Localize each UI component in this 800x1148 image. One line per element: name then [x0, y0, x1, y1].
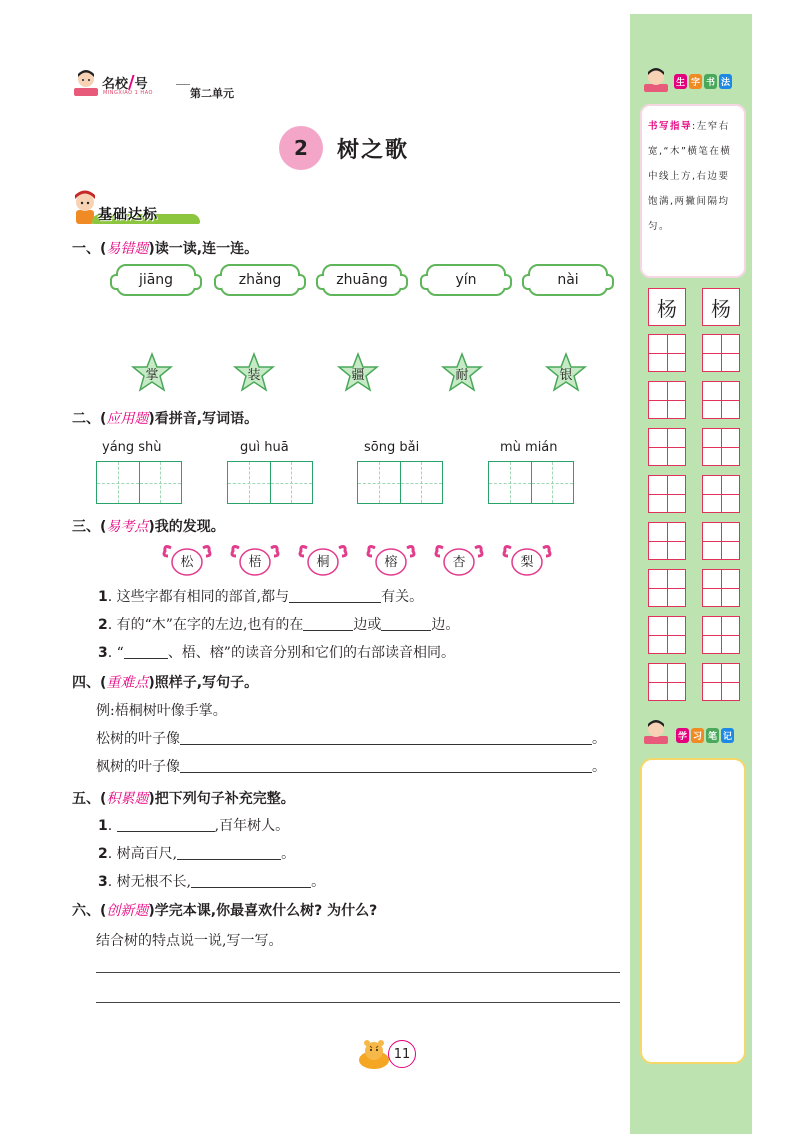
- practice-grid[interactable]: [702, 381, 740, 419]
- question-3-heading: 三、(易考点)我的发现。: [72, 519, 225, 535]
- word-pinyin: mù mián: [500, 440, 558, 455]
- writing-line[interactable]: [96, 972, 620, 973]
- question-4-heading: 四、(重难点)照样子,写句子。: [72, 675, 259, 691]
- tian-grid-pair[interactable]: [357, 461, 443, 504]
- unit-label: 第二单元: [190, 87, 234, 100]
- word-pinyin: yáng shù: [102, 440, 162, 455]
- banner-text: 基础达标: [98, 207, 158, 223]
- practice-grid[interactable]: [648, 569, 686, 607]
- pinyin-box[interactable]: zhǎng: [220, 264, 300, 296]
- student-mascot-icon: [72, 68, 100, 98]
- answer-blank[interactable]: [180, 759, 592, 773]
- practice-grid[interactable]: [648, 522, 686, 560]
- pinyin-box[interactable]: zhuāng: [322, 264, 402, 296]
- section-banner: [70, 188, 200, 230]
- answer-blank[interactable]: [303, 617, 353, 631]
- star-char[interactable]: 装: [232, 352, 276, 394]
- lesson-title: 树之歌: [337, 137, 410, 163]
- question-2-heading: 二、(应用题)看拼音,写词语。: [72, 411, 259, 427]
- student-mascot-icon: [642, 66, 670, 94]
- tian-grid-pair[interactable]: [96, 461, 182, 504]
- answer-blank[interactable]: [191, 874, 311, 888]
- practice-grid[interactable]: [702, 616, 740, 654]
- star-char[interactable]: 疆: [336, 352, 380, 394]
- q5-item-2: 2. 树高百尺, 。: [98, 846, 296, 862]
- flower-char: 梧: [230, 544, 280, 578]
- word-pinyin: sōng bǎi: [364, 440, 420, 455]
- practice-grid[interactable]: [648, 428, 686, 466]
- question-1-heading: 一、(易错题)读一读,连一连。: [72, 241, 259, 257]
- star-char[interactable]: 掌: [130, 352, 174, 394]
- study-notes-box[interactable]: [640, 758, 746, 1064]
- lesson-title-block: [279, 126, 409, 170]
- pinyin-box[interactable]: jiāng: [116, 264, 196, 296]
- sidebar-label-notes: 学 习 笔 记: [676, 728, 734, 743]
- flower-char: 榕: [366, 544, 416, 578]
- writing-line[interactable]: [96, 1002, 620, 1003]
- lesson-number: 2: [279, 126, 323, 170]
- flower-char: 梨: [502, 544, 552, 578]
- pinyin-box[interactable]: nài: [528, 264, 608, 296]
- writing-guide-card: 书写指导:左窄右宽,“木”横笔在横中线上方,右边要饱满,两撇间隔均匀。: [640, 104, 746, 278]
- question-5-heading: 五、(积累题)把下列句子补充完整。: [72, 791, 295, 807]
- student-mascot-icon: [642, 718, 670, 746]
- practice-grid[interactable]: [648, 663, 686, 701]
- practice-grid[interactable]: [702, 569, 740, 607]
- q5-item-3: 3. 树无根不长, 。: [98, 874, 326, 890]
- word-pinyin: guì huā: [240, 440, 289, 455]
- practice-grid[interactable]: [648, 475, 686, 513]
- tian-grid-pair[interactable]: [227, 461, 313, 504]
- q3-item-3: 3. “ 、梧、榕”的读音分别和它们的右部读音相同。: [98, 645, 455, 661]
- q4-example: 例:梧桐树叶像手掌。: [96, 703, 227, 719]
- header-arrow: [176, 84, 190, 85]
- practice-grid[interactable]: [702, 428, 740, 466]
- page-header: [70, 66, 270, 106]
- practice-grid[interactable]: [648, 381, 686, 419]
- q3-item-1: 1. 这些字都有相同的部首,都与 有关。: [98, 589, 424, 605]
- brand-subtitle: MINGXIAO 1 HAO: [103, 90, 153, 96]
- flower-char: 松: [162, 544, 212, 578]
- question-6-heading: 六、(创新题)学完本课,你最喜欢什么树? 为什么?: [72, 903, 378, 919]
- tian-grid-pair[interactable]: [488, 461, 574, 504]
- q4-sentence-2: 枫树的叶子像 。: [96, 759, 606, 775]
- practice-char-sample: 杨: [648, 288, 686, 326]
- q5-item-1: 1. ,百年树人。: [98, 818, 290, 834]
- pinyin-box[interactable]: yín: [426, 264, 506, 296]
- q4-sentence-1: 松树的叶子像 。: [96, 731, 606, 747]
- q3-item-2: 2. 有的“木”在字的左边,也有的在 边或 边。: [98, 617, 460, 633]
- practice-grid[interactable]: [648, 616, 686, 654]
- star-char[interactable]: 银: [544, 352, 588, 394]
- sidebar-label-calligraphy: 生 字 书 法: [674, 74, 732, 89]
- answer-blank[interactable]: [117, 818, 215, 832]
- answer-blank[interactable]: [289, 589, 381, 603]
- practice-grid[interactable]: [702, 475, 740, 513]
- flower-char: 桐: [298, 544, 348, 578]
- page-number: 11: [388, 1040, 416, 1068]
- star-char[interactable]: 耐: [440, 352, 484, 394]
- practice-grid[interactable]: [702, 522, 740, 560]
- q6-prompt: 结合树的特点说一说,写一写。: [96, 933, 283, 949]
- practice-char-sample: 杨: [702, 288, 740, 326]
- answer-blank[interactable]: [381, 617, 431, 631]
- practice-grid[interactable]: [702, 334, 740, 372]
- practice-grid[interactable]: [702, 663, 740, 701]
- answer-blank[interactable]: [180, 731, 592, 745]
- brand-logo: 名校/号: [102, 72, 148, 93]
- practice-grid[interactable]: [648, 334, 686, 372]
- answer-blank[interactable]: [177, 846, 281, 860]
- answer-blank[interactable]: [124, 645, 168, 659]
- flower-char: 杏: [434, 544, 484, 578]
- tiger-mascot-icon: [356, 1040, 392, 1070]
